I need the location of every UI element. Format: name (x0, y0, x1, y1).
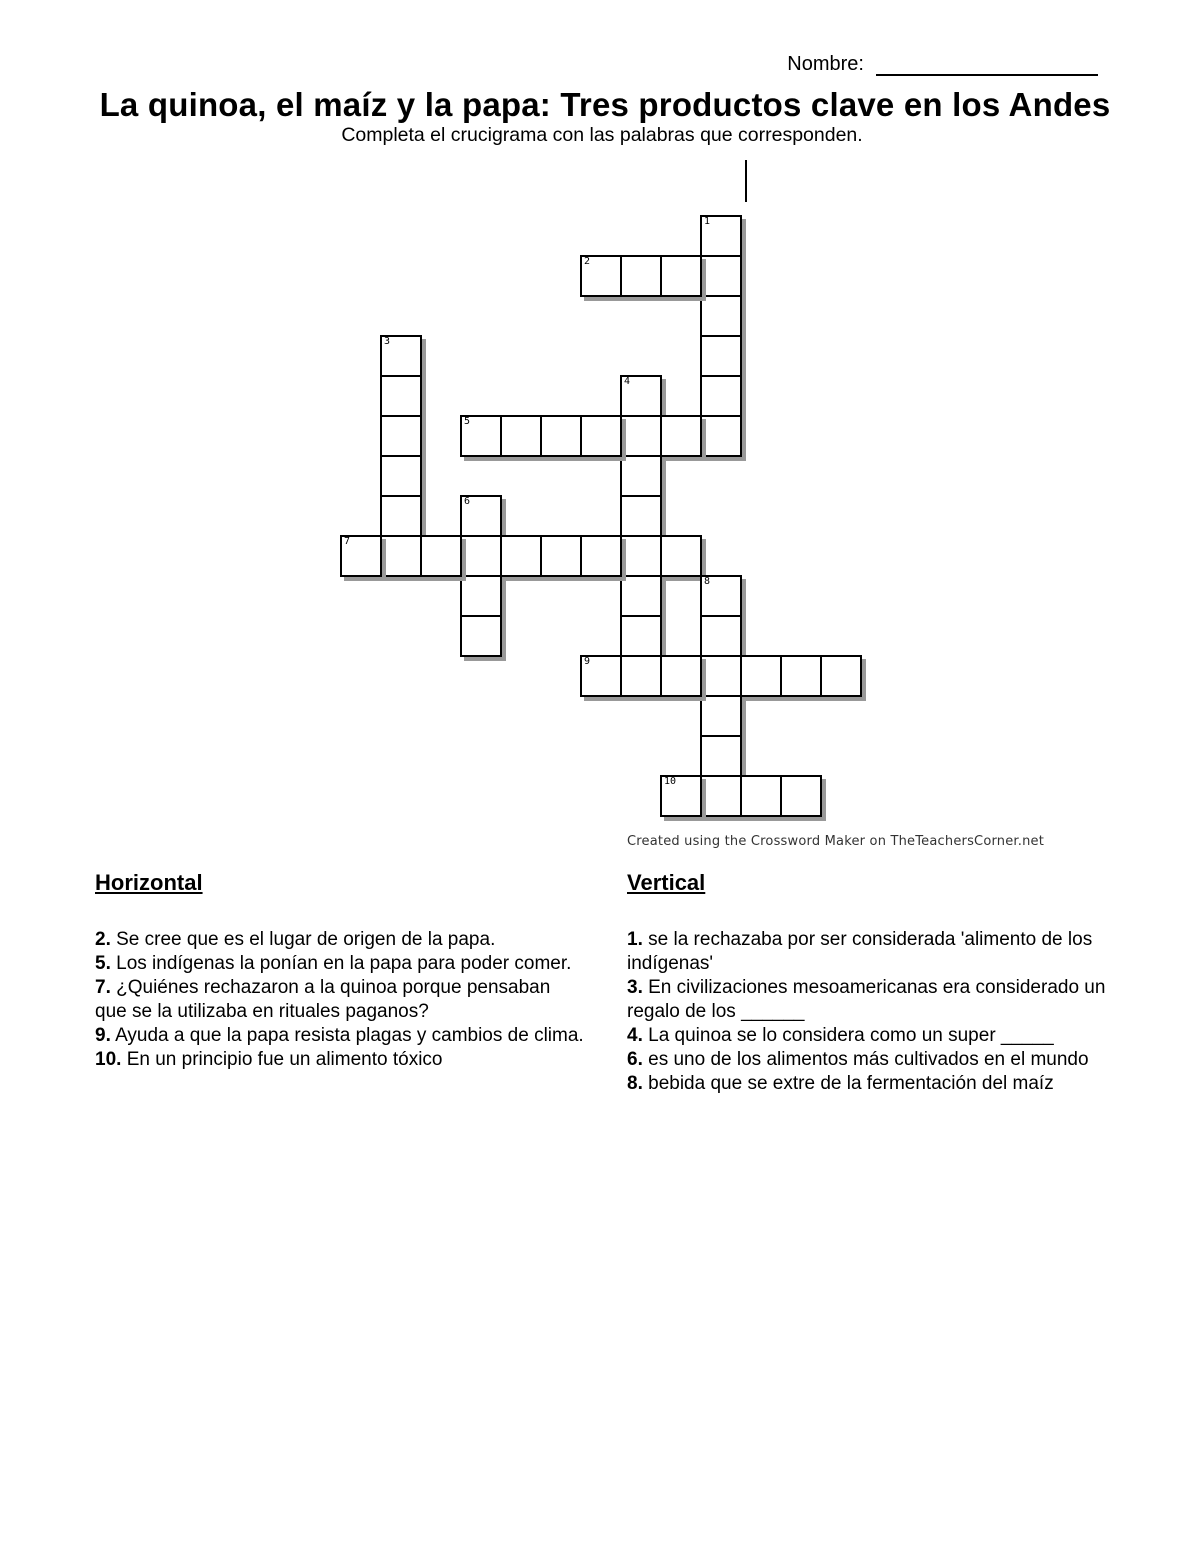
clue-text: es uno de los alimentos más cultivados en el mundo (642, 1049, 1089, 1070)
crossword-cell[interactable] (420, 535, 462, 577)
crossword-cell[interactable] (380, 335, 422, 377)
cell-number: 5 (464, 416, 471, 427)
clue-number: 6. (627, 1049, 643, 1070)
crossword-cell[interactable] (660, 535, 702, 577)
crossword-cell[interactable] (380, 535, 422, 577)
crossword-cell[interactable] (620, 495, 662, 537)
cell-number: 10 (664, 776, 677, 787)
name-field (787, 52, 1098, 76)
clue-text: En un principio fue un alimento tóxico (121, 1049, 443, 1070)
crossword-cell[interactable] (540, 535, 582, 577)
clue-item (627, 1048, 1117, 1072)
crossword-cell[interactable] (620, 455, 662, 497)
crossword-cell[interactable] (380, 455, 422, 497)
crossword-cell[interactable] (740, 655, 782, 697)
crossword-cell[interactable] (620, 655, 662, 697)
crossword-cell[interactable] (460, 615, 502, 657)
clue-number: 8. (627, 1073, 643, 1094)
crossword-cell[interactable] (620, 375, 662, 417)
clue-text: Los indígenas la ponían en la papa para poder comer. (110, 953, 572, 974)
clue-number: 10. (95, 1049, 122, 1070)
crossword-cell[interactable] (620, 615, 662, 657)
clue-text: Se cree que es el lugar de origen de la papa. (110, 929, 496, 950)
clue-number: 9. (95, 1025, 111, 1046)
down-clue-list (627, 928, 1117, 1096)
crossword-cell[interactable] (700, 415, 742, 457)
clue-item (627, 928, 1117, 976)
crossword-cell[interactable] (700, 335, 742, 377)
crossword-cell[interactable] (460, 535, 502, 577)
crossword-cell[interactable] (660, 775, 702, 817)
crossword-cell[interactable] (700, 775, 742, 817)
clue-text: se la rechazaba por ser considerada 'alimento de los indígenas' (627, 929, 1093, 974)
divider-mark (745, 160, 747, 202)
clue-number: 1. (627, 929, 643, 950)
name-blank-line[interactable] (876, 52, 1098, 76)
down-clues (627, 868, 1117, 1096)
clue-text: La quinoa se lo considera como un super _____ (642, 1025, 1054, 1046)
crossword-cell[interactable] (700, 255, 742, 297)
crossword-cell[interactable] (500, 535, 542, 577)
crossword-cell[interactable] (380, 415, 422, 457)
clue-item (627, 1024, 1117, 1048)
cell-number: 4 (624, 376, 631, 387)
crossword-cell[interactable] (580, 255, 622, 297)
crossword-cell[interactable] (700, 215, 742, 257)
cell-number: 1 (704, 216, 711, 227)
page-title: La quinoa, el maíz y la papa: Tres productos clave en los Andes (99, 86, 1111, 123)
name-label: Nombre: (787, 53, 864, 75)
crossword-cell[interactable] (580, 535, 622, 577)
crossword-cell[interactable] (540, 415, 582, 457)
cell-number: 2 (584, 256, 591, 267)
clue-number: 4. (627, 1025, 643, 1046)
clue-item (95, 952, 585, 976)
crossword-cell[interactable] (700, 375, 742, 417)
crossword-cell[interactable] (620, 415, 662, 457)
clue-item (95, 1048, 585, 1072)
clue-item (95, 976, 585, 1024)
across-clues (95, 868, 585, 1072)
clue-number: 5. (95, 953, 111, 974)
crossword-cell[interactable] (460, 575, 502, 617)
down-heading: Vertical (627, 870, 706, 895)
crossword-cell[interactable] (500, 415, 542, 457)
clue-item (627, 1072, 1117, 1096)
clue-number: 3. (627, 977, 643, 998)
crossword-cell[interactable] (780, 775, 822, 817)
clue-number: 7. (95, 977, 111, 998)
clue-item (95, 928, 585, 952)
crossword-cell[interactable] (380, 495, 422, 537)
clue-number: 2. (95, 929, 111, 950)
cell-number: 9 (584, 656, 591, 667)
crossword-cell[interactable] (460, 495, 502, 537)
across-heading: Horizontal (95, 870, 203, 895)
crossword-cell[interactable] (740, 775, 782, 817)
crossword-cell[interactable] (700, 575, 742, 617)
crossword-cell[interactable] (620, 575, 662, 617)
cell-number: 8 (704, 576, 711, 587)
clue-text: Ayuda a que la papa resista plagas y cambios de clima. (110, 1025, 584, 1046)
crossword-cell[interactable] (580, 415, 622, 457)
clue-text: bebida que se extre de la fermentación del maíz (642, 1073, 1054, 1094)
across-clue-list (95, 928, 585, 1072)
clue-item (95, 1024, 585, 1048)
crossword-cell[interactable] (620, 255, 662, 297)
crossword-cell[interactable] (660, 415, 702, 457)
crossword-cell[interactable] (820, 655, 862, 697)
crossword-cell[interactable] (780, 655, 822, 697)
crossword-cell[interactable] (340, 535, 382, 577)
cell-number: 7 (344, 536, 351, 547)
clue-text: ¿Quiénes rechazaron a la quinoa porque pensaban que se la utilizaba en rituales paganos? (95, 977, 551, 1022)
clue-text: En civilizaciones mesoamericanas era considerado un regalo de los ______ (627, 977, 1106, 1022)
crossword-cell[interactable] (660, 655, 702, 697)
crossword-cell[interactable] (700, 655, 742, 697)
crossword-cell[interactable] (700, 695, 742, 737)
crossword-cell[interactable] (580, 655, 622, 697)
crossword-cell[interactable] (620, 535, 662, 577)
crossword-cell[interactable] (460, 415, 502, 457)
crossword-cell[interactable] (660, 255, 702, 297)
page-subtitle: Completa el crucigrama con las palabras que corresponden. (341, 124, 863, 146)
crossword-cell[interactable] (700, 615, 742, 657)
crossword-cell[interactable] (700, 295, 742, 337)
cell-number: 3 (384, 336, 391, 347)
crossword-credit: Created using the Crossword Maker on TheTeachersCorner.net (627, 834, 1045, 849)
cell-number: 6 (464, 496, 471, 507)
clue-item (627, 976, 1117, 1024)
crossword-cell[interactable] (380, 375, 422, 417)
crossword-cell[interactable] (700, 735, 742, 777)
